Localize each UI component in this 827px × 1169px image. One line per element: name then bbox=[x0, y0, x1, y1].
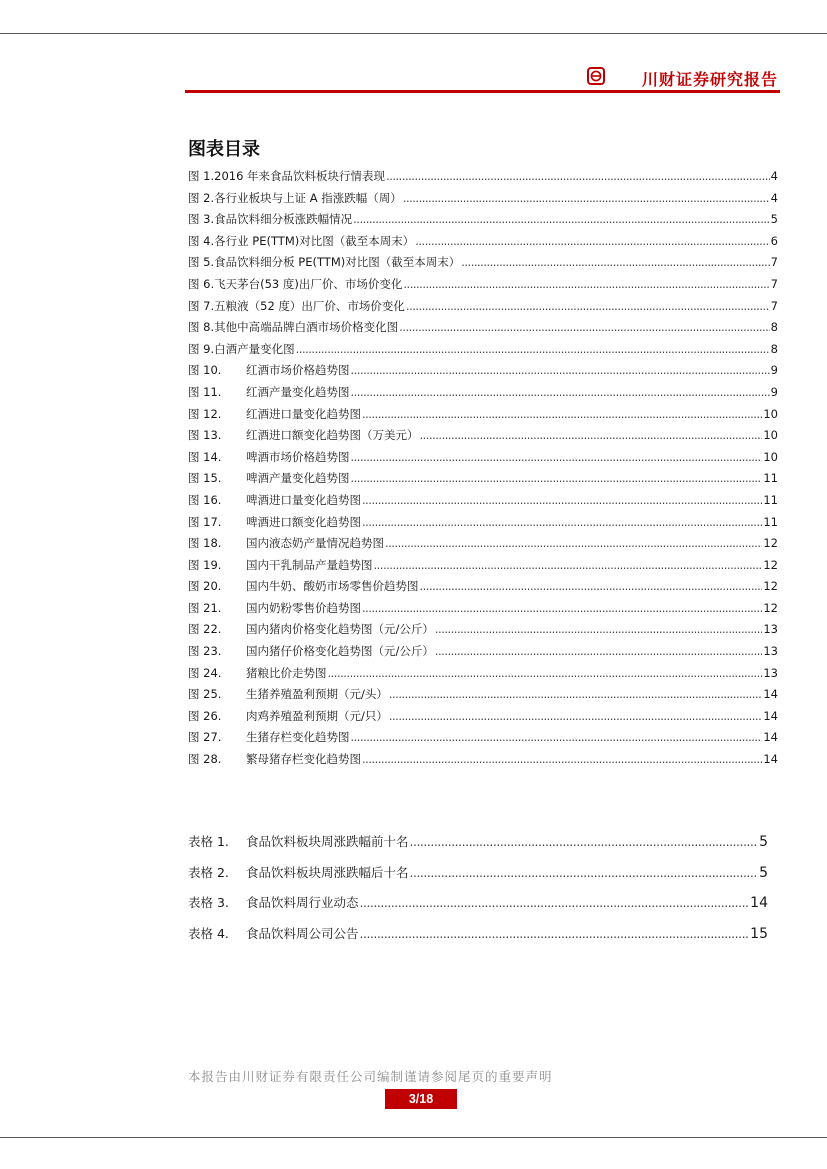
entry-page: 7 bbox=[770, 298, 778, 313]
dot-leader bbox=[410, 834, 759, 849]
entry-page: 11 bbox=[763, 514, 778, 529]
figure-entry[interactable] bbox=[188, 341, 778, 363]
figure-entry[interactable] bbox=[188, 276, 778, 298]
entry-number: 图 17. bbox=[188, 514, 222, 529]
entry-label: 红酒产量变化趋势图 bbox=[246, 384, 350, 399]
figure-list bbox=[188, 168, 778, 773]
dot-leader bbox=[296, 342, 770, 356]
figure-entry[interactable] bbox=[188, 578, 778, 600]
entry-number: 图 15. bbox=[188, 471, 222, 486]
entry-page: 4 bbox=[770, 169, 778, 183]
entry-number: 图 14. bbox=[188, 449, 222, 464]
figure-entry[interactable] bbox=[188, 514, 778, 536]
entry-number: 表格 3. bbox=[188, 895, 229, 910]
table-entry[interactable] bbox=[188, 893, 768, 924]
figure-entry[interactable] bbox=[188, 190, 778, 212]
top-border-line bbox=[0, 33, 827, 34]
entry-number: 图 11. bbox=[188, 384, 222, 399]
entry-page: 7 bbox=[770, 255, 778, 270]
entry-page: 6 bbox=[770, 233, 778, 248]
entry-label: 食品饮料板块周涨跌幅后十名 bbox=[246, 864, 409, 880]
figure-entry[interactable] bbox=[188, 729, 778, 751]
entry-page: 7 bbox=[770, 276, 778, 291]
dot-leader bbox=[385, 536, 762, 550]
entry-number: 图 23. bbox=[188, 644, 222, 659]
entry-page: 10 bbox=[763, 406, 778, 421]
figure-entry[interactable] bbox=[188, 233, 778, 255]
figure-entry[interactable] bbox=[188, 298, 778, 320]
entry-page: 14 bbox=[750, 895, 768, 911]
entry-label: 啤酒进口量变化趋势图 bbox=[246, 492, 361, 507]
entry-label: 图 1.2016 年来食品饮料板块行情表现 bbox=[188, 169, 386, 183]
entry-page: 13 bbox=[763, 644, 778, 659]
entry-label: 肉鸡养殖盈利预期（元/只） bbox=[246, 708, 388, 723]
entry-page: 8 bbox=[770, 320, 778, 335]
figure-entry[interactable] bbox=[188, 600, 778, 622]
bottom-border-line bbox=[0, 1137, 827, 1138]
entry-page: 5 bbox=[759, 834, 768, 850]
dot-leader bbox=[351, 385, 770, 399]
page-header bbox=[185, 64, 780, 94]
entry-label: 生猪养殖盈利预期（元/头） bbox=[246, 687, 388, 702]
dot-leader bbox=[386, 169, 770, 183]
entry-page: 14 bbox=[763, 687, 778, 702]
figure-entry[interactable] bbox=[188, 319, 778, 341]
entry-label: 图 6.飞天茅台(53 度)出厂价、市场价变化 bbox=[188, 276, 403, 291]
entry-page: 14 bbox=[763, 752, 778, 767]
figure-entry[interactable] bbox=[188, 708, 778, 730]
entry-page: 14 bbox=[763, 708, 778, 723]
entry-label: 图 9.白酒产量变化图 bbox=[188, 341, 295, 356]
entry-label: 国内奶粉零售价趋势图 bbox=[246, 600, 361, 615]
dot-leader bbox=[435, 644, 762, 658]
figure-entry[interactable] bbox=[188, 168, 778, 190]
entry-label: 图 3.食品饮料细分板涨跌幅情况 bbox=[188, 212, 353, 227]
dot-leader bbox=[351, 730, 763, 744]
dot-leader bbox=[362, 752, 762, 766]
entry-label: 红酒进口额变化趋势图（万美元） bbox=[246, 428, 419, 443]
entry-label: 啤酒市场价格趋势图 bbox=[246, 449, 350, 464]
entry-page: 11 bbox=[763, 471, 778, 486]
entry-label: 红酒进口量变化趋势图 bbox=[246, 406, 361, 421]
entry-page: 9 bbox=[770, 363, 778, 378]
dot-leader bbox=[389, 687, 762, 701]
figure-entry[interactable] bbox=[188, 384, 778, 406]
entry-label: 图 5.食品饮料细分板 PE(TTM)对比图（截至本周末） bbox=[188, 255, 461, 270]
entry-label: 国内猪仔价格变化趋势图（元/公斤） bbox=[246, 644, 434, 659]
entry-number: 图 26. bbox=[188, 708, 222, 723]
entry-number: 表格 2. bbox=[188, 864, 229, 880]
entry-page: 12 bbox=[763, 557, 778, 572]
entry-number: 表格 1. bbox=[188, 834, 229, 849]
entry-page: 10 bbox=[763, 428, 778, 443]
figure-entry[interactable] bbox=[188, 406, 778, 428]
page-number: 3/18 bbox=[385, 1089, 457, 1109]
entry-page: 15 bbox=[750, 925, 768, 942]
dot-leader bbox=[435, 622, 762, 636]
dot-leader bbox=[362, 515, 762, 529]
entry-number: 表格 4. bbox=[188, 925, 229, 941]
dot-leader bbox=[374, 558, 763, 572]
entry-number: 图 13. bbox=[188, 428, 222, 443]
entry-number: 图 27. bbox=[188, 730, 222, 745]
entry-number: 图 19. bbox=[188, 557, 222, 572]
logo-icon bbox=[587, 67, 605, 85]
dot-leader bbox=[410, 865, 759, 880]
entry-page: 5 bbox=[759, 864, 768, 881]
entry-label: 生猪存栏变化趋势图 bbox=[246, 730, 350, 745]
figure-entry[interactable] bbox=[188, 492, 778, 514]
entry-label: 啤酒进口额变化趋势图 bbox=[246, 514, 361, 529]
entry-number: 图 10. bbox=[188, 363, 222, 378]
dot-leader bbox=[360, 926, 750, 941]
entry-label: 图 8.其他中高端品牌白酒市场价格变化图 bbox=[188, 320, 399, 335]
entry-label: 图 7.五粮液（52 度）出厂价、市场价变化 bbox=[188, 298, 405, 313]
toc-title: 图表目录 bbox=[188, 139, 260, 160]
dot-leader bbox=[360, 895, 750, 910]
entry-page: 13 bbox=[763, 622, 778, 637]
figure-entry[interactable] bbox=[188, 751, 778, 773]
figure-entry[interactable] bbox=[188, 427, 778, 449]
dot-leader bbox=[399, 320, 770, 334]
figure-entry[interactable] bbox=[188, 449, 778, 471]
entry-page: 13 bbox=[763, 665, 778, 680]
figure-entry[interactable] bbox=[188, 686, 778, 708]
dot-leader bbox=[328, 666, 763, 680]
entry-label: 图 2.各行业板块与上证 A 指涨跌幅（周） bbox=[188, 190, 402, 205]
dot-leader bbox=[362, 601, 762, 615]
dot-leader bbox=[362, 493, 762, 507]
entry-number: 图 18. bbox=[188, 536, 222, 551]
dot-leader bbox=[420, 428, 763, 442]
entry-number: 图 28. bbox=[188, 752, 222, 767]
entry-page: 14 bbox=[763, 730, 778, 745]
entry-page: 5 bbox=[770, 212, 778, 227]
figure-entry[interactable] bbox=[188, 557, 778, 579]
table-entry[interactable] bbox=[188, 832, 768, 863]
entry-label: 啤酒产量变化趋势图 bbox=[246, 471, 350, 486]
figure-entry[interactable] bbox=[188, 665, 778, 687]
dot-leader bbox=[406, 299, 770, 313]
entry-page: 12 bbox=[763, 536, 778, 551]
dot-leader bbox=[351, 471, 763, 485]
entry-page: 9 bbox=[770, 384, 778, 399]
entry-label: 食品饮料周公司公告 bbox=[246, 925, 359, 941]
entry-page: 8 bbox=[770, 341, 778, 356]
brand-name: 川财证券研究报告 bbox=[641, 70, 778, 89]
dot-leader bbox=[353, 212, 770, 226]
dot-leader bbox=[420, 579, 763, 593]
entry-page: 12 bbox=[763, 579, 778, 594]
entry-page: 10 bbox=[763, 449, 778, 464]
entry-label: 猪粮比价走势图 bbox=[246, 665, 327, 680]
entry-number: 图 16. bbox=[188, 492, 222, 507]
entry-label: 图 4.各行业 PE(TTM)对比图（截至本周末） bbox=[188, 233, 415, 248]
entry-label: 食品饮料板块周涨跌幅前十名 bbox=[246, 834, 409, 849]
header-rule bbox=[185, 90, 780, 93]
entry-label: 繁母猪存栏变化趋势图 bbox=[246, 752, 361, 767]
entry-label: 国内猪肉价格变化趋势图（元/公斤） bbox=[246, 622, 434, 637]
entry-number: 图 12. bbox=[188, 406, 222, 421]
dot-leader bbox=[403, 191, 770, 205]
figure-entry[interactable] bbox=[188, 254, 778, 276]
figure-entry[interactable] bbox=[188, 362, 778, 384]
dot-leader bbox=[403, 277, 769, 291]
dot-leader bbox=[415, 234, 769, 248]
dot-leader bbox=[351, 450, 763, 464]
entry-number: 图 21. bbox=[188, 600, 222, 615]
footer-disclaimer: 本报告由川财证券有限责任公司编制谨请参阅尾页的重要声明 bbox=[188, 1069, 553, 1084]
entry-number: 图 20. bbox=[188, 579, 222, 594]
entry-label: 红酒市场价格趋势图 bbox=[246, 363, 350, 378]
dot-leader bbox=[461, 255, 769, 269]
entry-page: 12 bbox=[763, 600, 778, 615]
table-entry[interactable] bbox=[188, 924, 768, 955]
entry-label: 国内牛奶、酸奶市场零售价趋势图 bbox=[246, 579, 419, 594]
figure-entry[interactable] bbox=[188, 643, 778, 665]
figure-entry[interactable] bbox=[188, 535, 778, 557]
figure-entry[interactable] bbox=[188, 211, 778, 233]
figure-entry[interactable] bbox=[188, 470, 778, 492]
entry-label: 国内干乳制品产量趋势图 bbox=[246, 557, 373, 572]
dot-leader bbox=[389, 709, 762, 723]
entry-label: 国内液态奶产量情况趋势图 bbox=[246, 536, 384, 551]
entry-page: 4 bbox=[770, 190, 778, 205]
table-list bbox=[188, 832, 768, 954]
table-entry[interactable] bbox=[188, 863, 768, 894]
dot-leader bbox=[362, 407, 762, 421]
entry-number: 图 24. bbox=[188, 665, 222, 680]
entry-page: 11 bbox=[763, 492, 778, 507]
entry-number: 图 22. bbox=[188, 622, 222, 637]
entry-number: 图 25. bbox=[188, 687, 222, 702]
figure-entry[interactable] bbox=[188, 621, 778, 643]
dot-leader bbox=[351, 363, 770, 377]
entry-label: 食品饮料周行业动态 bbox=[246, 895, 359, 910]
